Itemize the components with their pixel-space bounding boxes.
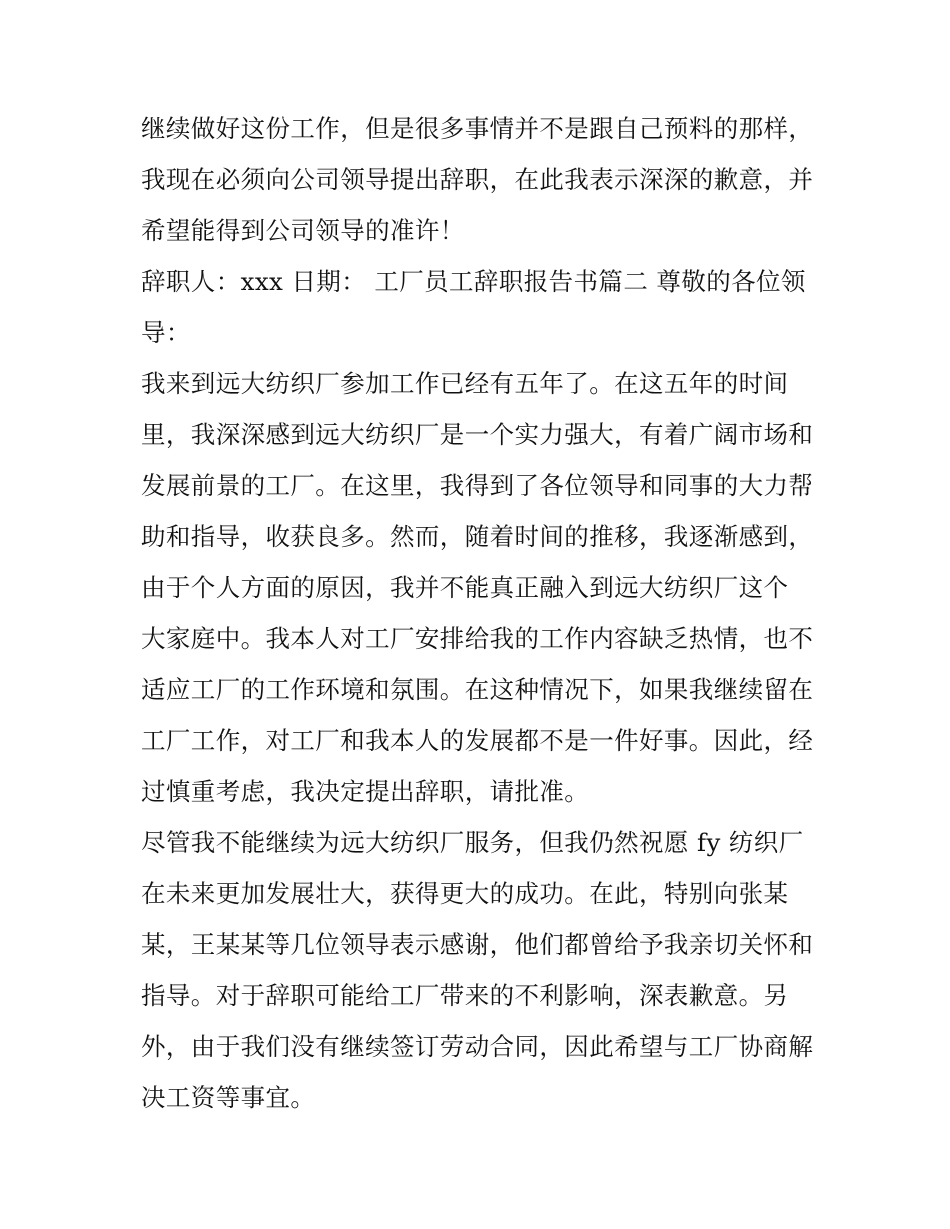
- text-line: 在未来更加发展壮大，获得更大的成功。在此，特别向张某: [141, 879, 789, 908]
- text-line: 大家庭中。我本人对工厂安排给我的工作内容缺乏热情，也不: [141, 624, 814, 653]
- text-line: 决工资等事宜。: [141, 1083, 316, 1112]
- text-line: 尽管我不能继续为远大纺织厂服务，但我仍然祝愿 fy 纺织厂: [141, 828, 804, 857]
- text-line: 适应工厂的工作环境和氛围。在这种情况下，如果我继续留在: [141, 675, 814, 704]
- text-line: 发展前景的工厂。在这里，我得到了各位领导和同事的大力帮: [141, 471, 814, 500]
- text-line: 我现在必须向公司领导提出辞职，在此我表示深深的歉意，并: [141, 165, 814, 194]
- text-line: 指导。对于辞职可能给工厂带来的不利影响，深表歉意。另: [141, 981, 789, 1010]
- text-line: 希望能得到公司领导的准许！: [141, 216, 465, 245]
- text-line: 继续做好这份工作，但是很多事情并不是跟自己预料的那样，: [141, 114, 814, 143]
- text-line: 里，我深深感到远大纺织厂是一个实力强大，有着广阔市场和: [141, 420, 814, 449]
- text-line: 辞职人：xxx 日期： 工厂员工辞职报告书篇二 尊敬的各位领: [141, 267, 806, 296]
- text-line: 过慎重考虑，我决定提出辞职，请批准。: [141, 777, 590, 806]
- text-line: 助和指导，收获良多。然而，随着时间的推移，我逐渐感到，: [141, 522, 814, 551]
- document-body: [141, 103, 821, 1123]
- text-line: 由于个人方面的原因，我并不能真正融入到远大纺织厂这个: [141, 573, 789, 602]
- text-line: 导：: [141, 318, 191, 347]
- text-line: 某，王某某等几位领导表示感谢，他们都曾给予我亲切关怀和: [141, 930, 814, 959]
- text-line: 外，由于我们没有继续签订劳动合同，因此希望与工厂协商解: [141, 1032, 814, 1061]
- text-line: 工厂工作，对工厂和我本人的发展都不是一件好事。因此，经: [141, 726, 814, 755]
- text-line: 我来到远大纺织厂参加工作已经有五年了。在这五年的时间: [141, 369, 789, 398]
